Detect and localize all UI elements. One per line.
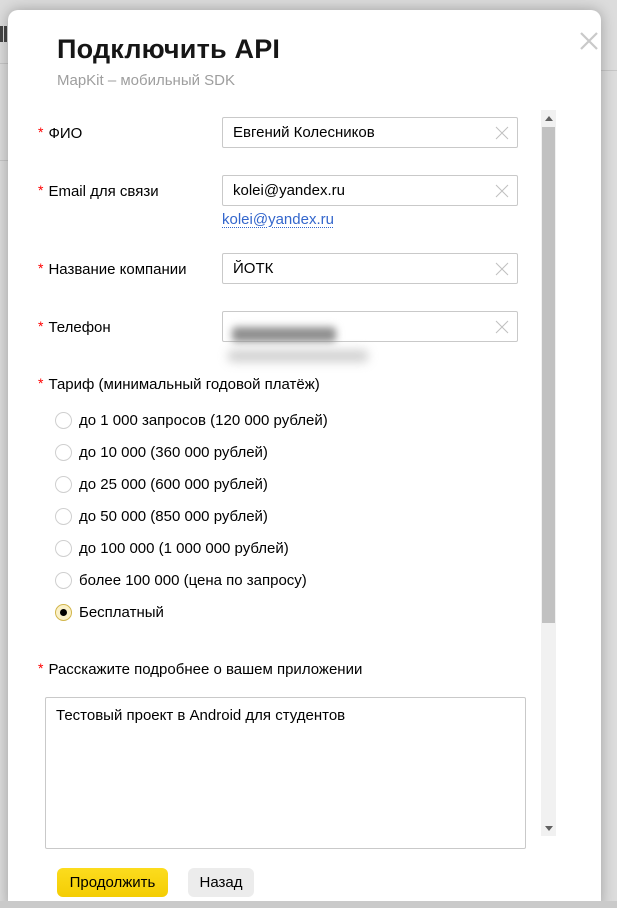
required-marker: *	[38, 318, 44, 334]
radio-icon[interactable]	[55, 540, 72, 557]
back-button[interactable]: Назад	[188, 868, 254, 897]
modal-subtitle: MapKit – мобильный SDK	[57, 72, 236, 89]
continue-button[interactable]: Продолжить	[57, 868, 168, 897]
tariff-option-label: до 1 000 запросов (120 000 рублей)	[79, 411, 328, 429]
tariff-option[interactable]	[55, 468, 268, 500]
clear-email-icon[interactable]	[494, 183, 510, 199]
about-textarea[interactable]	[45, 697, 526, 849]
phone-censored-blur	[232, 327, 336, 342]
tariff-label: * Тариф (минимальный годовой платёж)	[38, 375, 320, 393]
radio-icon[interactable]	[55, 604, 72, 621]
close-icon	[577, 29, 601, 58]
email-label: * Email для связи	[38, 182, 159, 200]
arrow-up-icon	[545, 116, 553, 121]
tariff-option[interactable]	[55, 532, 289, 564]
required-marker: *	[38, 660, 44, 676]
scrollbar-thumb[interactable]	[542, 127, 555, 623]
scroll-down-button[interactable]	[541, 820, 556, 836]
background-page-fragment	[4, 26, 7, 42]
tariff-option-label: до 25 000 (600 000 рублей)	[79, 475, 268, 493]
company-input[interactable]	[222, 253, 518, 284]
phone-censored-blur	[228, 350, 368, 362]
tariff-option[interactable]	[55, 404, 328, 436]
tariff-option-label: Бесплатный	[79, 603, 164, 621]
tariff-option[interactable]	[55, 564, 307, 596]
email-suggestion-link[interactable]: kolei@yandex.ru	[222, 211, 334, 228]
connect-api-modal	[8, 10, 601, 908]
tariff-option-label: более 100 000 (цена по запросу)	[79, 571, 307, 589]
radio-icon[interactable]	[55, 444, 72, 461]
about-label: * Расскажите подробнее о вашем приложении	[38, 660, 363, 678]
required-marker: *	[38, 375, 44, 391]
radio-icon[interactable]	[55, 508, 72, 525]
tariff-option-label: до 50 000 (850 000 рублей)	[79, 507, 268, 525]
clear-phone-icon[interactable]	[494, 319, 510, 335]
radio-icon[interactable]	[55, 412, 72, 429]
background-divider	[601, 70, 617, 71]
tariff-option-label: до 10 000 (360 000 рублей)	[79, 443, 268, 461]
fio-input[interactable]	[222, 117, 518, 148]
arrow-down-icon	[545, 826, 553, 831]
company-label: * Название компании	[38, 260, 187, 278]
clear-fio-icon[interactable]	[494, 125, 510, 141]
fio-label: * ФИО	[38, 124, 83, 142]
tariff-option[interactable]	[55, 436, 268, 468]
required-marker: *	[38, 260, 44, 276]
scroll-up-button[interactable]	[541, 110, 556, 126]
modal-title: Подключить API	[57, 34, 281, 64]
radio-icon[interactable]	[55, 572, 72, 589]
background-divider	[0, 63, 8, 64]
required-marker: *	[38, 124, 44, 140]
background-bottom-strip	[0, 901, 617, 908]
background-divider	[0, 160, 8, 161]
required-marker: *	[38, 182, 44, 198]
tariff-option[interactable]	[55, 500, 268, 532]
clear-company-icon[interactable]	[494, 261, 510, 277]
phone-label: * Телефон	[38, 318, 111, 336]
tariff-option-label: до 100 000 (1 000 000 рублей)	[79, 539, 289, 557]
email-input[interactable]	[222, 175, 518, 206]
radio-icon[interactable]	[55, 476, 72, 493]
tariff-option[interactable]	[55, 596, 164, 628]
background-page-fragment	[0, 26, 3, 42]
close-button[interactable]	[569, 23, 609, 63]
